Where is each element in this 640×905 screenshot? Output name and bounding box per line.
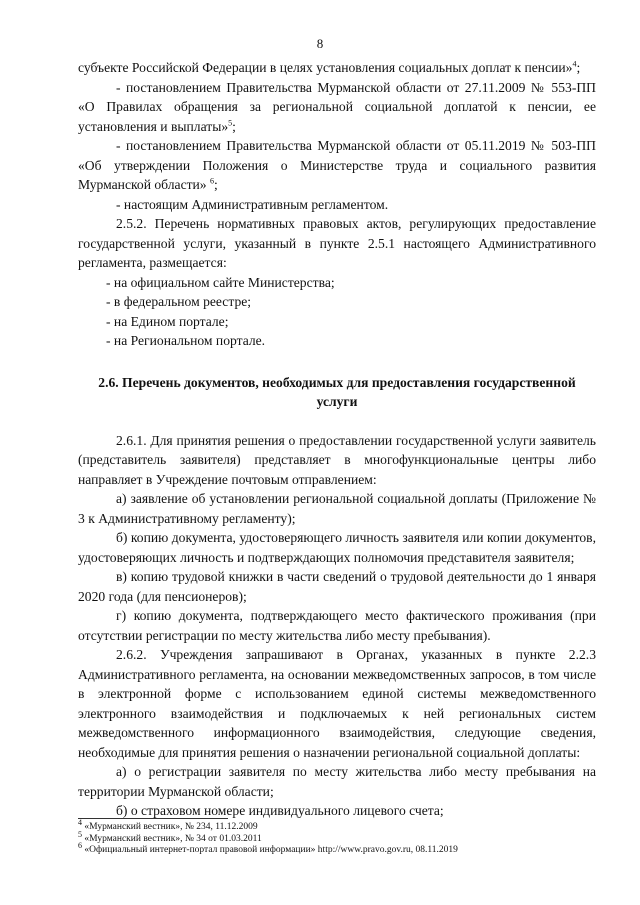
list-item: а) заявление об установлении региональной социальной доплаты (Приложение № 3 к Административному регламенту); xyxy=(78,491,596,526)
footnote-ref: 5 xyxy=(228,117,233,127)
footnote-ref: 6 xyxy=(210,176,215,186)
footnotes xyxy=(78,818,596,857)
footnote-divider xyxy=(78,818,228,819)
document-body xyxy=(78,58,596,821)
footnote: $^4$ «Мурманский вестник», № 234, 11.12.2009 xyxy=(78,817,258,832)
paragraph: 2.6.2. Учреждения запрашивают в Органах, указанных в пункте 2.2.3 Административного регламента, на основании межведомственных запросов, в том числе в электронной форме с использованием единой системы межведомственного электронного взаимодействия и подключаемых к ней региональных систем межведомственного информационного взаимодействия, следующие сведения, необходимые для принятия решения о назначении региональной социальной доплаты: xyxy=(78,647,596,760)
section-heading: 2.6. Перечень документов, необходимых для предоставления государственной услуги xyxy=(98,374,576,409)
list-item: - постановлением Правительства Мурманской области от 05.11.2019 № 503-ПП «Об утверждении Положения о Министерстве труда и социального развития Мурманской области» $^6$; xyxy=(78,138,596,192)
footnote: $^5$ «Мурманский вестник», № 34 от 01.03.2011 xyxy=(78,829,262,844)
list-item: - на Едином портале; xyxy=(106,313,229,329)
list-item: - в федеральном реестре; xyxy=(106,294,252,309)
footnote-ref: 4 xyxy=(572,59,577,69)
paragraph: 2.6.1. Для принятия решения о предоставлении государственной услуги заявитель (представитель заявителя) представляет в многофункциональные центры либо направляет в Учреждение почтовым отправлением: xyxy=(78,432,596,487)
list-item: - постановлением Правительства Мурманской области от 27.11.2009 № 553-ПП «О Правилах обращения за региональной социальной доплатой к пенсии, ее установления и выплаты»$^5$; xyxy=(78,79,596,134)
list-item: б) о страховом номере индивидуального лицевого счета; xyxy=(116,803,444,818)
list-item: - на Региональном портале. xyxy=(106,333,266,348)
list-item: - на официальном сайте Министерства; xyxy=(106,274,335,290)
list-item: б) копию документа, удостоверяющего личность заявителя или копии документов, удостоверяющих личность и подтверждающих полномочия представителя заявителя; xyxy=(78,530,596,565)
list-item: а) о регистрации заявителя по месту жительства либо месту пребывания на территории Мурманской области; xyxy=(78,764,596,799)
footnote: $^6$ «Официальный интернет-портал правовой информации» http://www.pravo.gov.ru, 08.11.2019 xyxy=(78,840,458,855)
list-item: в) копию трудовой книжки в части сведений о трудовой деятельности до 1 января 2020 года (для пенсионеров); xyxy=(78,569,596,604)
page-number: 8 xyxy=(316,36,324,51)
list-item: - настоящим Административным регламентом. xyxy=(116,196,389,212)
list-item: г) копию документа, подтверждающего место фактического проживания (при отсутствии регистрации по месту жительства либо месту пребывания). xyxy=(78,608,596,643)
paragraph: субъекте Российской Федерации в целях установления социальных доплат к пенсии»$^4$; xyxy=(78,59,581,75)
paragraph: 2.5.2. Перечень нормативных правовых актов, регулирующих предоставление государственной услуги, указанный в пункте 2.5.1 настоящего Административного регламента, размещается: xyxy=(78,216,596,270)
